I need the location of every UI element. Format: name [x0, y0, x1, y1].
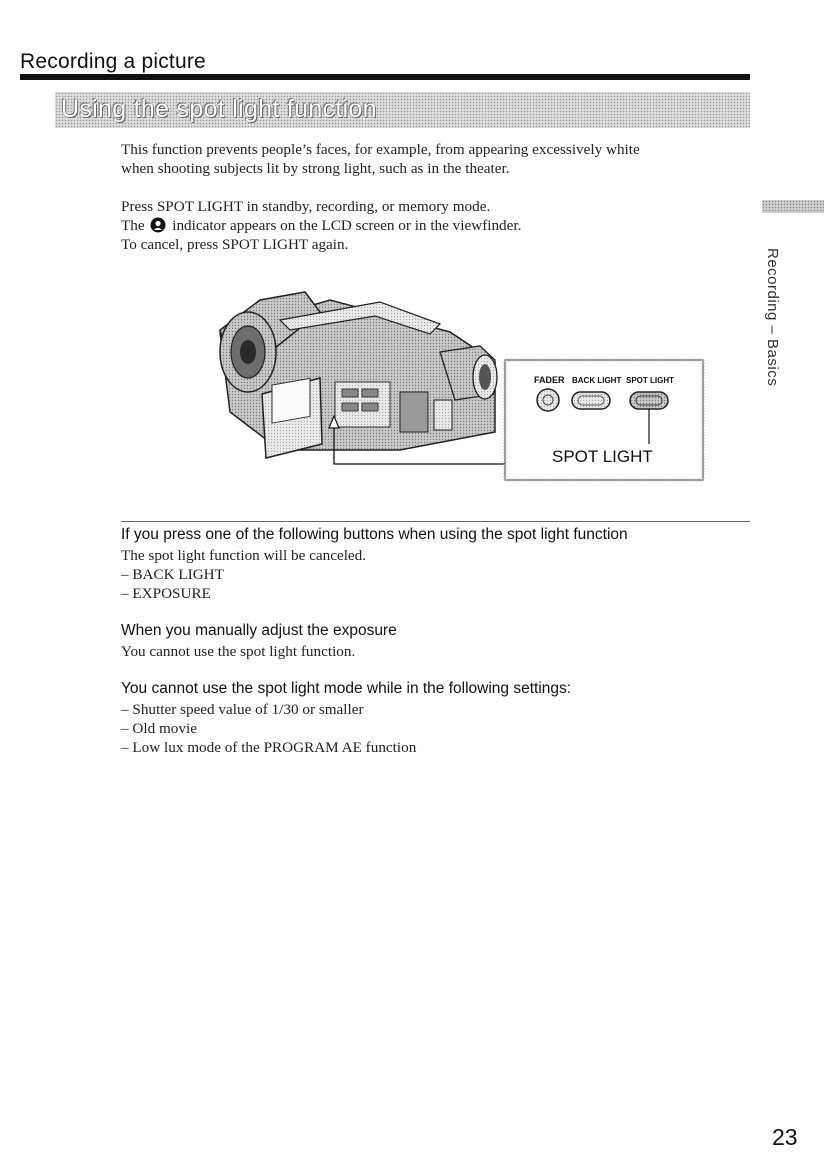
note2-heading: When you manually adjust the exposure	[121, 622, 397, 639]
panel-label-back-light: BACK LIGHT	[572, 376, 622, 385]
note1-heading: If you press one of the following buttons when using the spot light function	[121, 526, 628, 543]
section-title: Using the spot light function	[61, 95, 377, 123]
side-tab-label: Recording – Basics	[764, 248, 781, 387]
note1-line-1: The spot light function will be canceled.	[121, 547, 367, 564]
panel-label-spot-light: SPOT LIGHT	[626, 376, 674, 385]
header-rule	[20, 74, 750, 80]
note1-line-2: – BACK LIGHT	[121, 566, 224, 583]
page-number: 23	[772, 1124, 798, 1150]
spot-light-callout: SPOT LIGHT	[552, 447, 653, 466]
step-line-2-prefix: The	[121, 217, 145, 234]
note3-line-3: – Low lux mode of the PROGRAM AE function	[121, 739, 417, 756]
step-line-3: To cancel, press SPOT LIGHT again.	[121, 236, 349, 253]
note3-line-2: – Old movie	[121, 720, 197, 737]
note3-line-1: – Shutter speed value of 1/30 or smaller	[121, 701, 364, 718]
camcorder-drawing	[210, 282, 710, 492]
note2-line-1: You cannot use the spot light function.	[121, 643, 356, 660]
fader-button	[537, 389, 559, 411]
notes-divider	[121, 521, 750, 522]
step-line-2-suffix: indicator appears on the LCD screen or in the viewfinder.	[172, 217, 522, 234]
note3-heading: You cannot use the spot light mode while in the following settings:	[121, 680, 572, 697]
step-line-1: Press SPOT LIGHT in standby, recording, or memory mode.	[121, 198, 491, 215]
camcorder-illustration	[210, 282, 710, 492]
spotlight-indicator-icon	[150, 217, 166, 233]
intro-line-2: when shooting subjects lit by strong light, such as in the theater.	[121, 160, 510, 177]
note1-line-3: – EXPOSURE	[121, 585, 211, 602]
step-line-2	[121, 216, 521, 235]
intro-line-1: This function prevents people’s faces, for example, from appearing excessively white	[121, 141, 640, 158]
page-header-title: Recording a picture	[20, 50, 206, 73]
side-tab-marker	[762, 200, 824, 213]
panel-label-fader: FADER	[534, 375, 565, 385]
